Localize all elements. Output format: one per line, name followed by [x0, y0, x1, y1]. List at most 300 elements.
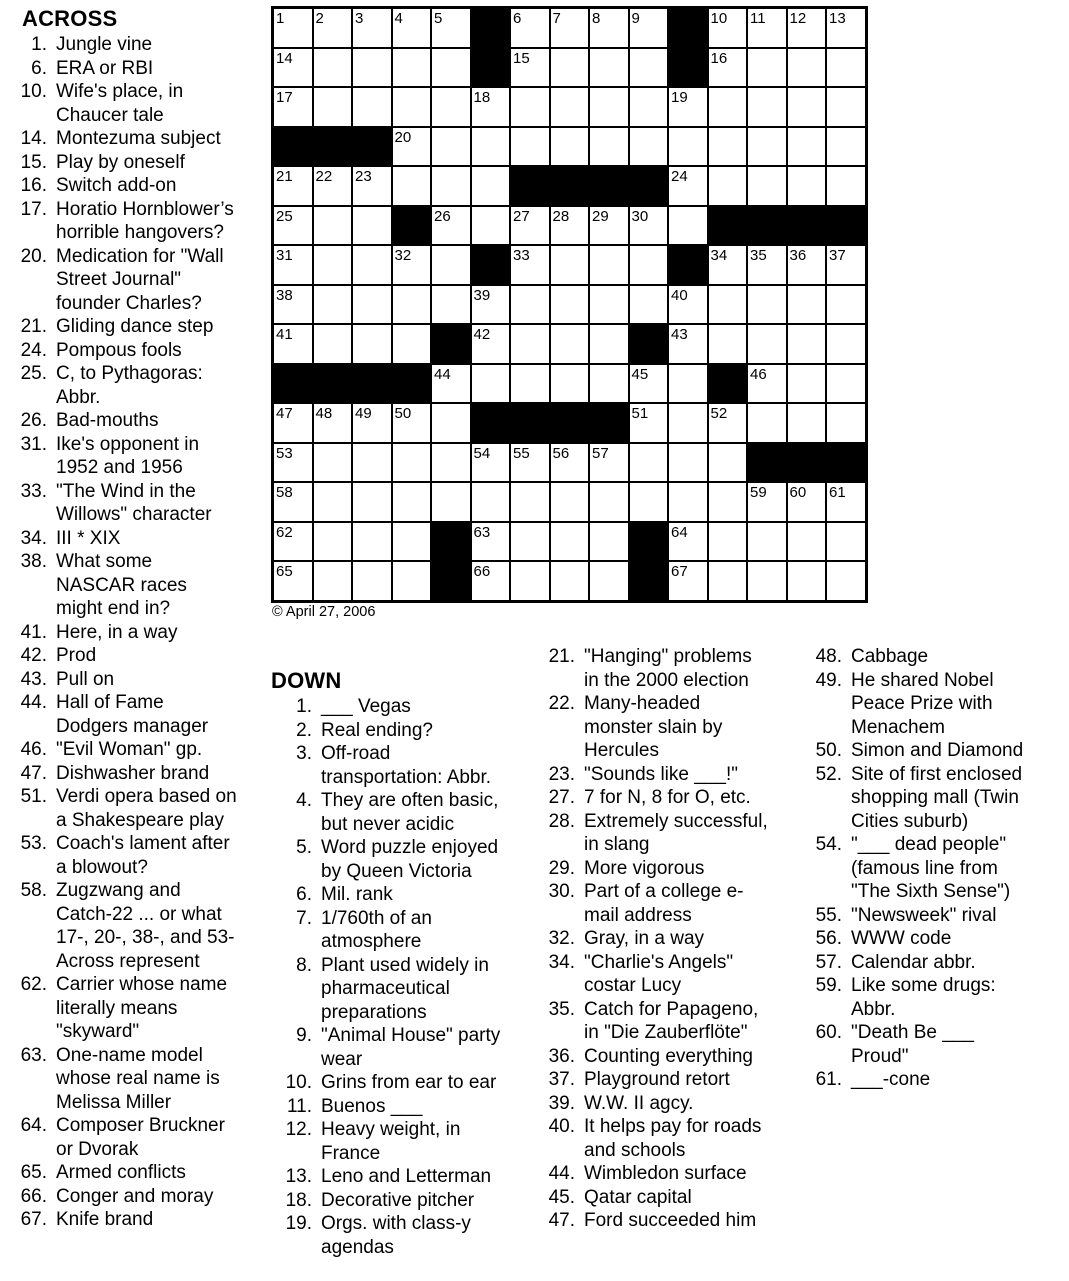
- white-cell[interactable]: [313, 324, 353, 364]
- white-cell[interactable]: [471, 166, 511, 206]
- cell-number: 5: [434, 10, 443, 27]
- white-cell[interactable]: [747, 245, 787, 285]
- cell-number: 18: [473, 89, 491, 106]
- black-cell: [747, 206, 787, 246]
- white-cell[interactable]: [392, 403, 432, 443]
- clue-text: Heavy weight, in France: [321, 1119, 461, 1164]
- white-cell[interactable]: [550, 482, 590, 522]
- white-cell[interactable]: [431, 403, 471, 443]
- white-cell[interactable]: [589, 324, 629, 364]
- white-cell[interactable]: [392, 87, 432, 127]
- white-cell[interactable]: [510, 324, 550, 364]
- cell-number: 44: [434, 365, 451, 383]
- white-cell[interactable]: [273, 285, 313, 325]
- clue-number: 6.: [31, 57, 47, 79]
- clue-item: [20, 33, 237, 57]
- white-cell[interactable]: [589, 443, 629, 483]
- clue-item: [545, 880, 768, 927]
- cell-number: 49: [355, 405, 372, 422]
- clue-item: [20, 621, 237, 645]
- clue-item: [20, 245, 237, 316]
- white-cell[interactable]: [273, 166, 313, 206]
- white-cell[interactable]: [352, 87, 392, 127]
- black-cell: [550, 403, 590, 443]
- clue-text: "Animal House" party wear: [321, 1025, 501, 1070]
- cell-number: 33: [513, 247, 530, 264]
- white-cell[interactable]: [313, 166, 353, 206]
- cell-number: 4: [394, 10, 403, 27]
- clue-text: ___ Vegas: [321, 696, 411, 717]
- clue-item: [812, 927, 1023, 951]
- white-cell[interactable]: [510, 206, 550, 246]
- white-cell[interactable]: [787, 166, 827, 206]
- white-cell[interactable]: [708, 285, 748, 325]
- white-cell[interactable]: [510, 561, 550, 601]
- white-cell[interactable]: [787, 522, 827, 562]
- white-cell[interactable]: [787, 87, 827, 127]
- clue-number: 55.: [815, 904, 842, 926]
- white-cell[interactable]: [550, 443, 590, 483]
- clue-item: [545, 1092, 768, 1116]
- clue-item: [545, 763, 768, 787]
- white-cell[interactable]: [629, 127, 669, 167]
- white-cell[interactable]: [629, 206, 669, 246]
- clue-text: Real ending?: [321, 719, 433, 741]
- cell-number: 27: [513, 207, 530, 225]
- white-cell[interactable]: [550, 324, 590, 364]
- white-cell[interactable]: [550, 522, 590, 562]
- white-cell[interactable]: [668, 443, 708, 483]
- white-cell[interactable]: [668, 522, 708, 562]
- white-cell[interactable]: [352, 522, 392, 562]
- white-cell[interactable]: [313, 482, 353, 522]
- white-cell[interactable]: [431, 206, 471, 246]
- white-cell[interactable]: [826, 324, 866, 364]
- clue-text: Conger and moray: [56, 1185, 214, 1207]
- white-cell[interactable]: [352, 443, 392, 483]
- clue-item: [20, 668, 237, 692]
- white-cell[interactable]: [589, 522, 629, 562]
- white-cell[interactable]: [550, 364, 590, 404]
- white-cell[interactable]: [708, 166, 748, 206]
- clue-item: [20, 1114, 237, 1161]
- clue-text: Pull on: [56, 668, 115, 690]
- white-cell[interactable]: [589, 561, 629, 601]
- clue-number: 36.: [548, 1045, 575, 1067]
- white-cell[interactable]: [708, 245, 748, 285]
- white-cell[interactable]: [826, 403, 866, 443]
- white-cell[interactable]: [668, 87, 708, 127]
- white-cell[interactable]: [787, 285, 827, 325]
- white-cell[interactable]: [550, 48, 590, 88]
- clue-item: [20, 127, 237, 151]
- white-cell[interactable]: [392, 285, 432, 325]
- white-cell[interactable]: [352, 245, 392, 285]
- cell-number: 32: [394, 247, 412, 264]
- white-cell[interactable]: [708, 561, 748, 601]
- white-cell[interactable]: [392, 443, 432, 483]
- white-cell[interactable]: [747, 522, 787, 562]
- white-cell[interactable]: [589, 364, 629, 404]
- clue-item: [545, 645, 768, 692]
- white-cell[interactable]: [431, 364, 471, 404]
- white-cell[interactable]: [708, 482, 748, 522]
- white-cell[interactable]: [550, 8, 590, 48]
- clue-number: 27.: [548, 787, 575, 808]
- white-cell[interactable]: [510, 127, 550, 167]
- white-cell[interactable]: [273, 403, 313, 443]
- clue-number: 10.: [20, 81, 47, 102]
- black-cell: [471, 8, 511, 48]
- white-cell[interactable]: [431, 482, 471, 522]
- clue-item: [20, 362, 237, 409]
- black-cell: [708, 206, 748, 246]
- white-cell[interactable]: [392, 522, 432, 562]
- clue-text: C, to Pythagoras: Abbr.: [56, 363, 203, 408]
- across-heading: ACROSS: [22, 6, 118, 31]
- clue-text: III * XIX: [56, 527, 121, 549]
- clue-item: [20, 691, 237, 738]
- white-cell[interactable]: [273, 482, 313, 522]
- white-cell[interactable]: [787, 127, 827, 167]
- white-cell[interactable]: [471, 285, 511, 325]
- white-cell[interactable]: [392, 482, 432, 522]
- white-cell[interactable]: [431, 285, 471, 325]
- white-cell[interactable]: [392, 8, 432, 48]
- clue-item: [20, 527, 237, 551]
- clue-number: 21.: [20, 316, 47, 337]
- white-cell[interactable]: [747, 166, 787, 206]
- white-cell[interactable]: [708, 127, 748, 167]
- white-cell[interactable]: [747, 403, 787, 443]
- clue-text: Verdi opera based on a Shakespeare play: [56, 786, 237, 831]
- white-cell[interactable]: [471, 522, 511, 562]
- white-cell[interactable]: [471, 127, 511, 167]
- clue-number: 14.: [20, 128, 47, 149]
- white-cell[interactable]: [431, 127, 471, 167]
- clue-item: [812, 974, 1023, 1021]
- white-cell[interactable]: [352, 8, 392, 48]
- white-cell[interactable]: [708, 8, 748, 48]
- white-cell[interactable]: [431, 166, 471, 206]
- white-cell[interactable]: [471, 364, 511, 404]
- white-cell[interactable]: [510, 482, 550, 522]
- white-cell[interactable]: [313, 561, 353, 601]
- black-cell: [629, 324, 669, 364]
- white-cell[interactable]: [668, 364, 708, 404]
- white-cell[interactable]: [273, 48, 313, 88]
- white-cell[interactable]: [826, 87, 866, 127]
- clue-item: [20, 973, 237, 1044]
- white-cell[interactable]: [431, 87, 471, 127]
- white-cell[interactable]: [510, 443, 550, 483]
- white-cell[interactable]: [273, 206, 313, 246]
- clue-number: 66.: [20, 1185, 47, 1207]
- white-cell[interactable]: [589, 482, 629, 522]
- white-cell[interactable]: [392, 166, 432, 206]
- clue-item: [20, 1208, 237, 1232]
- clue-item: [20, 151, 237, 175]
- white-cell[interactable]: [668, 403, 708, 443]
- white-cell[interactable]: [668, 482, 708, 522]
- clue-text: Montezuma subject: [56, 128, 221, 149]
- white-cell[interactable]: [787, 482, 827, 522]
- white-cell[interactable]: [629, 482, 669, 522]
- white-cell[interactable]: [471, 561, 511, 601]
- clue-text: Coach's lament after a blowout?: [56, 833, 230, 878]
- white-cell[interactable]: [392, 561, 432, 601]
- white-cell[interactable]: [550, 561, 590, 601]
- white-cell[interactable]: [826, 166, 866, 206]
- white-cell[interactable]: [589, 285, 629, 325]
- white-cell[interactable]: [352, 285, 392, 325]
- cell-number: 52: [710, 405, 728, 422]
- copyright-note: © April 27, 2006: [272, 604, 376, 620]
- white-cell[interactable]: [826, 127, 866, 167]
- white-cell[interactable]: [629, 48, 669, 88]
- black-cell: [629, 561, 669, 601]
- clue-item: [545, 810, 768, 857]
- cell-number: 10: [710, 10, 728, 27]
- clue-item: [284, 1095, 500, 1119]
- clue-text: Mil. rank: [321, 884, 393, 905]
- clue-text: Grins from ear to ear: [321, 1072, 497, 1093]
- clue-text: Pompous fools: [56, 339, 182, 361]
- crossword-grid: [271, 6, 868, 603]
- white-cell[interactable]: [668, 285, 708, 325]
- cell-number: 55: [513, 444, 530, 462]
- white-cell[interactable]: [787, 403, 827, 443]
- white-cell[interactable]: [550, 87, 590, 127]
- white-cell[interactable]: [550, 245, 590, 285]
- white-cell[interactable]: [510, 87, 550, 127]
- white-cell[interactable]: [826, 245, 866, 285]
- clue-number: 44.: [548, 1163, 575, 1184]
- white-cell[interactable]: [352, 166, 392, 206]
- white-cell[interactable]: [589, 48, 629, 88]
- white-cell[interactable]: [273, 8, 313, 48]
- white-cell[interactable]: [668, 561, 708, 601]
- white-cell[interactable]: [352, 48, 392, 88]
- white-cell[interactable]: [392, 127, 432, 167]
- clue-number: 26.: [20, 410, 47, 431]
- white-cell[interactable]: [273, 443, 313, 483]
- clue-text: Knife brand: [56, 1209, 154, 1230]
- cell-number: 64: [671, 523, 688, 541]
- white-cell[interactable]: [510, 285, 550, 325]
- clue-number: 34.: [20, 527, 47, 549]
- black-cell: [431, 522, 471, 562]
- white-cell[interactable]: [471, 206, 511, 246]
- white-cell[interactable]: [352, 482, 392, 522]
- white-cell[interactable]: [352, 561, 392, 601]
- white-cell[interactable]: [708, 324, 748, 364]
- cell-number: 36: [789, 247, 807, 264]
- cell-number: 47: [276, 405, 293, 422]
- white-cell[interactable]: [352, 403, 392, 443]
- cell-number: 21: [276, 168, 293, 185]
- clue-number: 42.: [20, 645, 47, 666]
- white-cell[interactable]: [747, 8, 787, 48]
- white-cell[interactable]: [787, 8, 827, 48]
- white-cell[interactable]: [629, 443, 669, 483]
- black-cell: [471, 48, 511, 88]
- white-cell[interactable]: [352, 206, 392, 246]
- clue-item: [812, 951, 1023, 975]
- clue-text: Ford succeeded him: [584, 1210, 757, 1231]
- white-cell[interactable]: [668, 127, 708, 167]
- cell-number: 26: [434, 207, 451, 225]
- white-cell[interactable]: [313, 245, 353, 285]
- white-cell[interactable]: [431, 245, 471, 285]
- white-cell[interactable]: [471, 443, 511, 483]
- white-cell[interactable]: [392, 324, 432, 364]
- white-cell[interactable]: [708, 522, 748, 562]
- white-cell[interactable]: [668, 206, 708, 246]
- cell-number: 40: [671, 286, 688, 304]
- white-cell[interactable]: [747, 87, 787, 127]
- white-cell[interactable]: [708, 443, 748, 483]
- white-cell[interactable]: [787, 324, 827, 364]
- white-cell[interactable]: [589, 87, 629, 127]
- white-cell[interactable]: [550, 285, 590, 325]
- white-cell[interactable]: [510, 8, 550, 48]
- white-cell[interactable]: [273, 245, 313, 285]
- white-cell[interactable]: [313, 403, 353, 443]
- white-cell[interactable]: [747, 285, 787, 325]
- white-cell[interactable]: [392, 245, 432, 285]
- white-cell[interactable]: [708, 87, 748, 127]
- white-cell[interactable]: [629, 8, 669, 48]
- clue-item: [545, 1209, 768, 1233]
- clue-item: [20, 198, 237, 245]
- white-cell[interactable]: [313, 48, 353, 88]
- white-cell[interactable]: [471, 482, 511, 522]
- white-cell[interactable]: [273, 561, 313, 601]
- white-cell[interactable]: [589, 127, 629, 167]
- cell-number: 42: [473, 326, 491, 343]
- clue-number: 40.: [548, 1116, 575, 1137]
- white-cell[interactable]: [352, 324, 392, 364]
- white-cell[interactable]: [550, 127, 590, 167]
- white-cell[interactable]: [747, 561, 787, 601]
- cell-number: 15: [513, 49, 530, 67]
- white-cell[interactable]: [747, 48, 787, 88]
- white-cell[interactable]: [826, 482, 866, 522]
- clue-item: [545, 1045, 768, 1069]
- white-cell[interactable]: [747, 127, 787, 167]
- white-cell[interactable]: [313, 206, 353, 246]
- cell-number: 63: [473, 523, 491, 541]
- white-cell[interactable]: [747, 482, 787, 522]
- black-cell: [510, 403, 550, 443]
- white-cell[interactable]: [273, 324, 313, 364]
- clue-item: [545, 927, 768, 951]
- white-cell[interactable]: [273, 522, 313, 562]
- white-cell[interactable]: [629, 364, 669, 404]
- clue-item: [545, 857, 768, 881]
- white-cell[interactable]: [510, 522, 550, 562]
- white-cell[interactable]: [313, 8, 353, 48]
- clue-item: [20, 738, 237, 762]
- white-cell[interactable]: [313, 87, 353, 127]
- clue-item: [20, 550, 237, 621]
- clue-text: Here, in a way: [56, 621, 178, 643]
- clue-text: Medication for "Wall Street Journal" founder Charles?: [56, 245, 224, 314]
- clue-text: Carrier whose name literally means "skyward": [56, 974, 228, 1042]
- clue-item: [284, 695, 500, 719]
- clue-number: 18.: [285, 1189, 312, 1211]
- white-cell[interactable]: [787, 245, 827, 285]
- white-cell[interactable]: [273, 87, 313, 127]
- white-cell[interactable]: [431, 8, 471, 48]
- white-cell[interactable]: [629, 403, 669, 443]
- white-cell[interactable]: [392, 48, 432, 88]
- white-cell[interactable]: [826, 8, 866, 48]
- white-cell[interactable]: [787, 48, 827, 88]
- white-cell[interactable]: [629, 285, 669, 325]
- clue-text: Orgs. with class-y agendas: [321, 1213, 471, 1258]
- white-cell[interactable]: [510, 245, 550, 285]
- clue-text: W.W. II agcy.: [584, 1092, 694, 1114]
- cell-number: 30: [631, 207, 649, 225]
- white-cell[interactable]: [471, 324, 511, 364]
- white-cell[interactable]: [629, 245, 669, 285]
- clue-number: 57.: [815, 951, 842, 973]
- white-cell[interactable]: [431, 48, 471, 88]
- white-cell[interactable]: [629, 87, 669, 127]
- white-cell[interactable]: [510, 48, 550, 88]
- clue-number: 9.: [296, 1025, 312, 1046]
- white-cell[interactable]: [826, 522, 866, 562]
- white-cell[interactable]: [826, 48, 866, 88]
- black-cell: [392, 364, 432, 404]
- white-cell[interactable]: [313, 443, 353, 483]
- clue-item: [284, 742, 500, 789]
- black-cell: [431, 324, 471, 364]
- white-cell[interactable]: [826, 561, 866, 601]
- white-cell[interactable]: [826, 364, 866, 404]
- black-cell: [787, 443, 827, 483]
- white-cell[interactable]: [431, 443, 471, 483]
- white-cell[interactable]: [550, 206, 590, 246]
- clue-item: [20, 433, 237, 480]
- white-cell[interactable]: [708, 403, 748, 443]
- black-cell: [550, 166, 590, 206]
- clue-text: Calendar abbr.: [851, 951, 976, 973]
- clue-text: Prod: [56, 645, 97, 666]
- black-cell: [392, 206, 432, 246]
- white-cell[interactable]: [313, 522, 353, 562]
- white-cell[interactable]: [589, 245, 629, 285]
- white-cell[interactable]: [589, 8, 629, 48]
- white-cell[interactable]: [747, 324, 787, 364]
- white-cell[interactable]: [708, 48, 748, 88]
- white-cell[interactable]: [668, 324, 708, 364]
- white-cell[interactable]: [787, 561, 827, 601]
- white-cell[interactable]: [471, 87, 511, 127]
- white-cell[interactable]: [747, 364, 787, 404]
- clue-number: 1.: [31, 34, 47, 55]
- clue-item: [284, 1212, 500, 1259]
- white-cell[interactable]: [668, 166, 708, 206]
- white-cell[interactable]: [787, 364, 827, 404]
- white-cell[interactable]: [510, 364, 550, 404]
- white-cell[interactable]: [313, 285, 353, 325]
- clue-number: 8.: [296, 954, 312, 976]
- white-cell[interactable]: [826, 285, 866, 325]
- white-cell[interactable]: [589, 206, 629, 246]
